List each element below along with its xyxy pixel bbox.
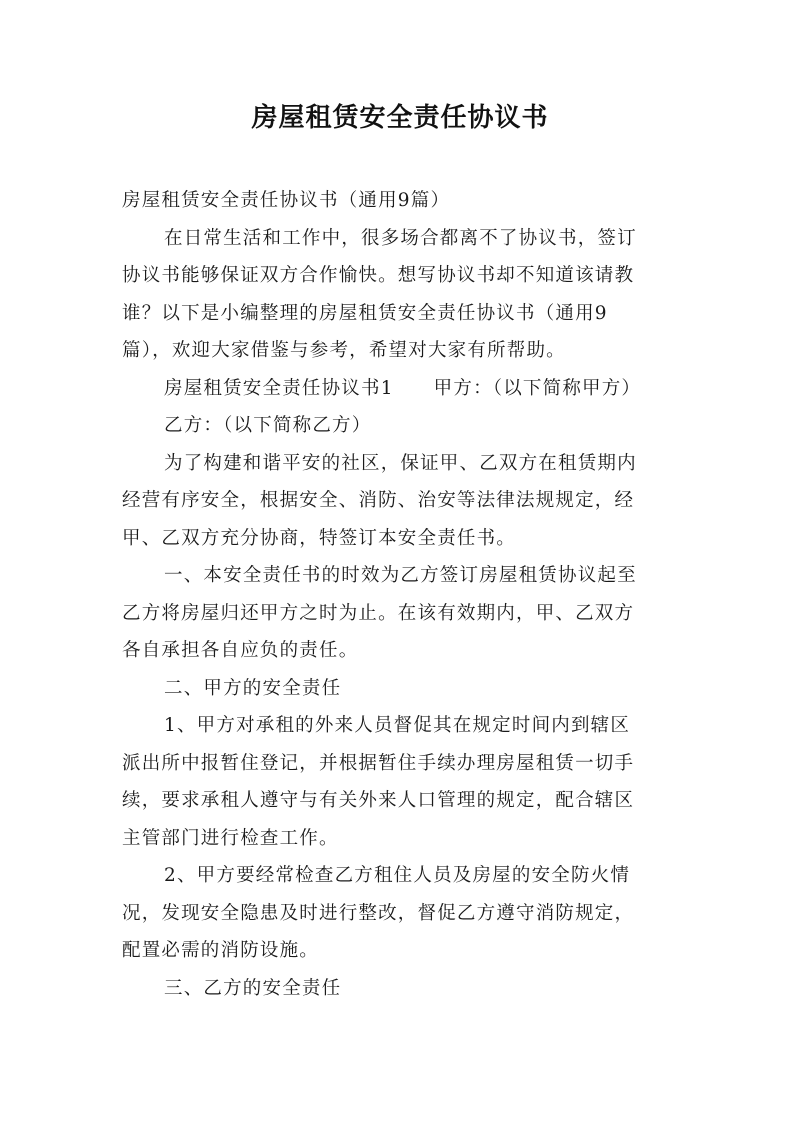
clause2-item1-line: 1、甲方对承租的外来人员督促其在规定时间内到辖区 [164, 715, 631, 736]
purpose-line: 经营有序安全，根据安全、消防、治安等法律法规规定，经 [122, 490, 635, 511]
intro-line: 协议书能够保证双方合作愉快。想写协议书却不知道该请教 [122, 265, 635, 286]
clause2-item1-line: 派出所中报暂住登记，并根据暂住手续办理房屋租赁一切手 [122, 752, 635, 774]
clause3-heading: 三、乙方的安全责任 [164, 977, 342, 999]
document-body [122, 182, 688, 1007]
intro-line: 篇），欢迎大家借鉴与参考，希望对大家有所帮助。 [122, 340, 566, 361]
section-heading-line [122, 370, 688, 408]
intro-line: 谁？以下是小编整理的房屋租赁安全责任协议书（通用9 [122, 302, 608, 324]
purpose-line: 甲、乙双方充分协商，特签订本安全责任书。 [122, 527, 517, 549]
party-a: 甲方：（以下简称甲方） [433, 377, 642, 399]
clause1-line: 各自承担各自应负的责任。 [122, 640, 359, 661]
purpose-line: 为了构建和谐平安的社区，保证甲、乙双方在租赁期内 [164, 452, 637, 474]
document-subtitle: 房屋租赁安全责任协议书（通用9篇） [122, 190, 451, 211]
clause2-item2-line: 况，发现安全隐患及时进行整改，督促乙方遵守消防规定， [122, 902, 635, 924]
intro-line: 在日常生活和工作中，很多场合都离不了协议书，签订 [164, 227, 637, 249]
clause2-item1-line: 主管部门进行检查工作。 [122, 827, 339, 849]
clause2-item1-line: 续，要求承租人遵守与有关外来人口管理的规定，配合辖区 [122, 790, 635, 811]
clause2-heading: 二、甲方的安全责任 [164, 677, 342, 699]
clause1-line: 一、本安全责任书的时效为乙方签订房屋租赁协议起至 [164, 565, 637, 586]
clause2-item2-line: 配置必需的消防设施。 [122, 940, 320, 961]
section1-heading: 房屋租赁安全责任协议书1 [164, 377, 394, 399]
clause1-line: 乙方将房屋归还甲方之时为止。在该有效期内，甲、乙双方 [122, 602, 635, 624]
clause2-item2-line: 2、甲方要经常检查乙方租住人员及房屋的安全防火情 [164, 865, 631, 886]
party-b: 乙方：（以下简称乙方） [164, 415, 372, 436]
document-title: 房屋租赁安全责任协议书 [251, 103, 549, 133]
